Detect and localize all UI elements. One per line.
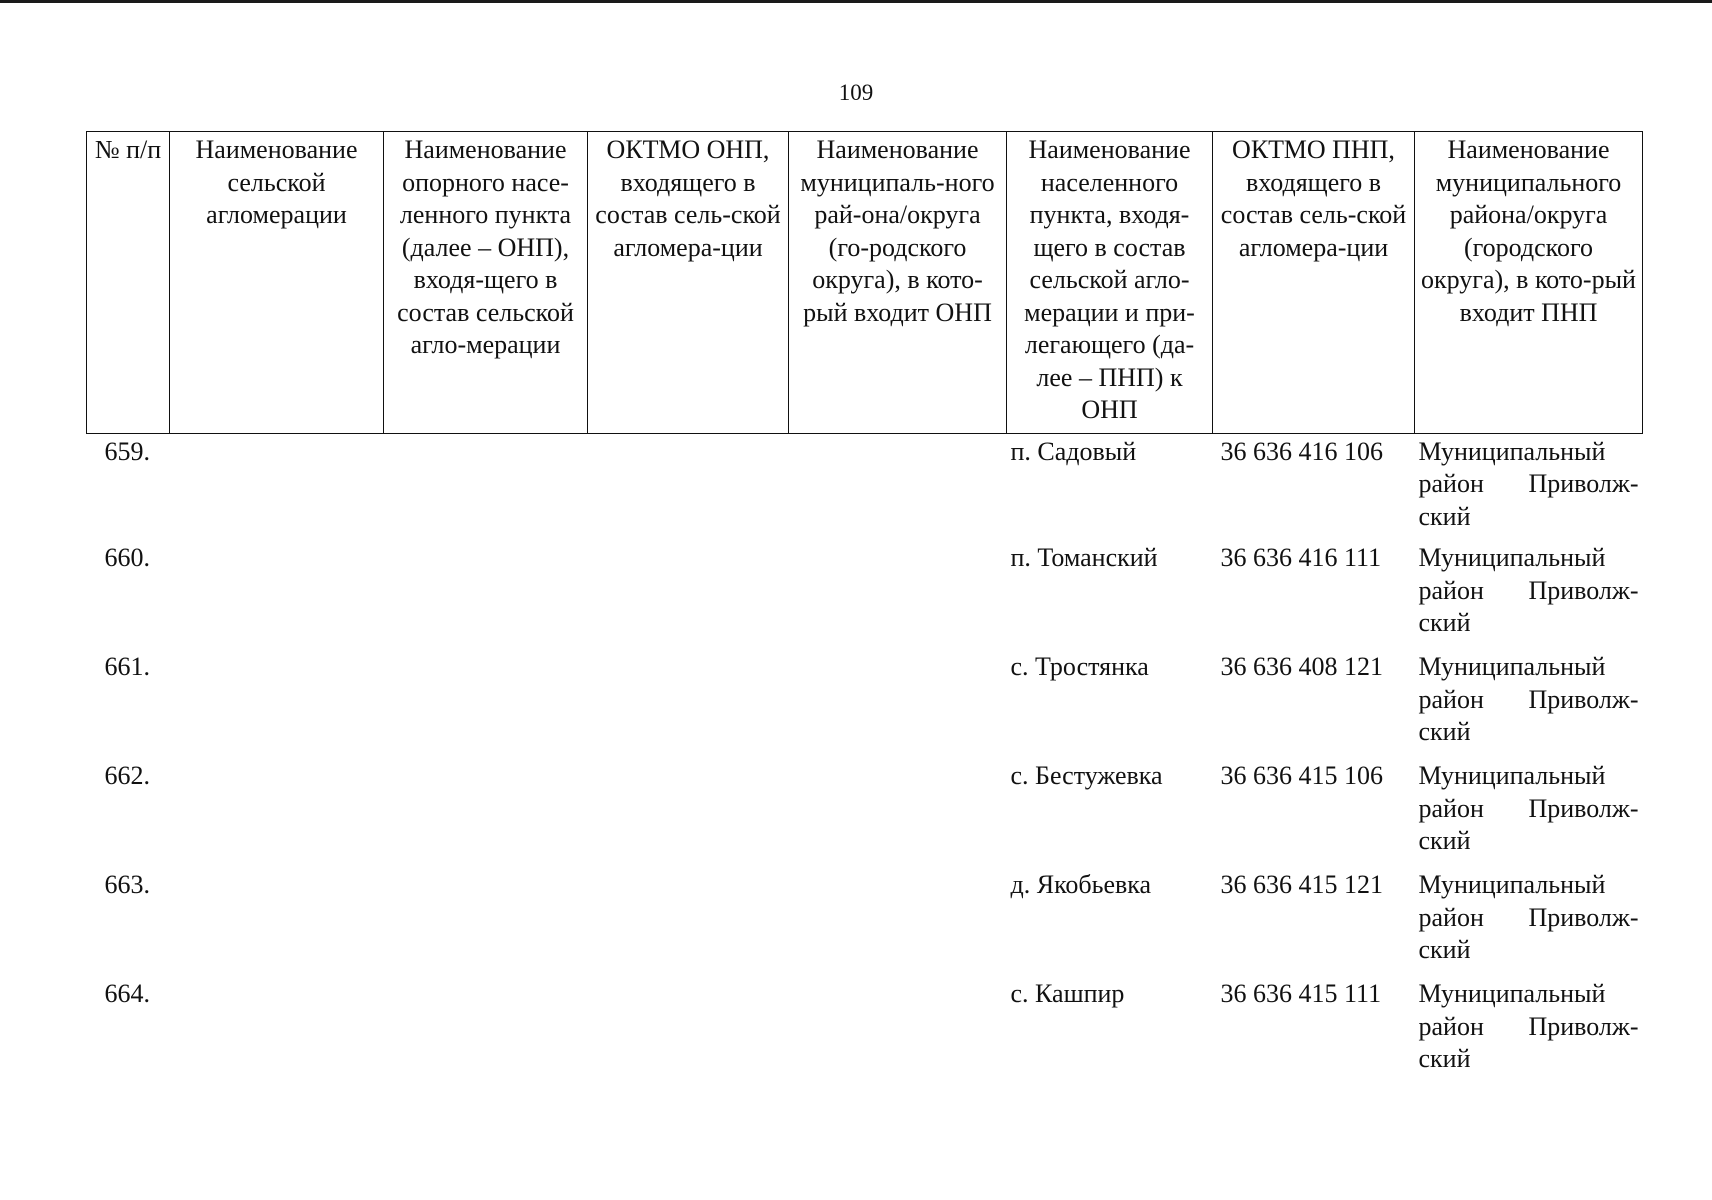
agglomeration-name-cell xyxy=(170,869,384,978)
onp-district-cell xyxy=(789,978,1007,1087)
agglomeration-table xyxy=(86,131,1643,1087)
onp-district-cell xyxy=(789,542,1007,651)
table-row xyxy=(87,542,1643,651)
onp-name-cell xyxy=(384,542,588,651)
onp-name-cell xyxy=(384,978,588,1087)
table-header xyxy=(87,132,1643,434)
agglomeration-name-cell xyxy=(170,978,384,1087)
agglomeration-name-cell xyxy=(170,760,384,869)
header-onp-oktmo: ОКТМО ОНП, входящего в состав сель-ской агломера-ции xyxy=(588,132,789,434)
pnp-oktmo-cell: 36 636 408 121 xyxy=(1220,652,1383,681)
onp-name-cell xyxy=(384,433,588,542)
header-onp-district: Наименование муниципаль-ного рай-она/округа (го-родского округа), в кото-рый входит ОНП xyxy=(789,132,1007,434)
onp-oktmo-cell xyxy=(588,542,789,651)
pnp-oktmo-cell: 36 636 416 106 xyxy=(1220,436,1383,466)
table-row xyxy=(87,433,1643,542)
onp-name-cell xyxy=(384,651,588,760)
onp-name-cell xyxy=(384,760,588,869)
onp-district-cell xyxy=(789,760,1007,869)
row-number: 660. xyxy=(104,543,150,572)
pnp-district-cell: Муниципальный район Приволж-ский xyxy=(1418,870,1639,964)
header-agglomeration-name: Наименование сельской агломерации xyxy=(170,132,384,434)
header-pnp-name: Наименование населенного пункта, входя-щего в состав сельской агло-мерации и при-легающего (да-лее – ПНП) к ОНП xyxy=(1007,132,1213,434)
table-row xyxy=(87,978,1643,1087)
onp-district-cell xyxy=(789,869,1007,978)
pnp-oktmo-cell: 36 636 415 121 xyxy=(1220,870,1383,899)
onp-name-cell xyxy=(384,869,588,978)
header-pnp-oktmo: ОКТМО ПНП, входящего в состав сель-ской агломера-ции xyxy=(1213,132,1415,434)
agglomeration-name-cell xyxy=(170,542,384,651)
pnp-oktmo-cell: 36 636 415 106 xyxy=(1220,761,1383,790)
onp-oktmo-cell xyxy=(588,869,789,978)
header-onp-name: Наименование опорного насе-ленного пункта (далее – ОНП), входя-щего в состав сельской агло-мерации xyxy=(384,132,588,434)
row-number: 663. xyxy=(104,870,150,899)
onp-district-cell xyxy=(789,433,1007,542)
table-row xyxy=(87,651,1643,760)
pnp-district-cell: Муниципальный район Приволж-ский xyxy=(1418,543,1639,637)
pnp-name-cell: п. Садовый xyxy=(1010,436,1137,466)
pnp-name-cell: с. Кашпир xyxy=(1010,979,1125,1008)
onp-oktmo-cell xyxy=(588,651,789,760)
onp-oktmo-cell xyxy=(588,978,789,1087)
pnp-name-cell: с. Бестужевка xyxy=(1010,761,1163,790)
pnp-oktmo-cell: 36 636 415 111 xyxy=(1220,979,1382,1008)
pnp-name-cell: п. Томанский xyxy=(1010,543,1158,572)
pnp-district-cell: Муниципальный район Приволж-ский xyxy=(1418,979,1639,1073)
onp-oktmo-cell xyxy=(588,433,789,542)
pnp-district-cell: Муниципальный район Приволж-ский xyxy=(1418,761,1639,855)
page-top-border xyxy=(0,0,1712,3)
table-row xyxy=(87,760,1643,869)
row-number: 659. xyxy=(104,436,150,466)
table-row xyxy=(87,869,1643,978)
table-body xyxy=(87,433,1643,1087)
pnp-oktmo-cell: 36 636 416 111 xyxy=(1220,543,1382,572)
pnp-district-cell: Муниципальный район Приволж-ский xyxy=(1418,436,1639,531)
page-number: 109 xyxy=(838,80,874,105)
agglomeration-name-cell xyxy=(170,433,384,542)
header-pnp-district: Наименование муниципального района/округа (городского округа), в кото-рый входит ПНП xyxy=(1415,132,1643,434)
onp-district-cell xyxy=(789,651,1007,760)
row-number: 662. xyxy=(104,761,150,790)
agglomeration-name-cell xyxy=(170,651,384,760)
pnp-name-cell: с. Тростянка xyxy=(1010,652,1149,681)
row-number: 661. xyxy=(104,652,150,681)
row-number: 664. xyxy=(104,979,150,1008)
onp-oktmo-cell xyxy=(588,760,789,869)
header-number: № п/п xyxy=(87,132,170,434)
pnp-district-cell: Муниципальный район Приволж-ский xyxy=(1418,652,1639,746)
pnp-name-cell: д. Якобьевка xyxy=(1010,870,1152,899)
header-row xyxy=(87,132,1643,434)
